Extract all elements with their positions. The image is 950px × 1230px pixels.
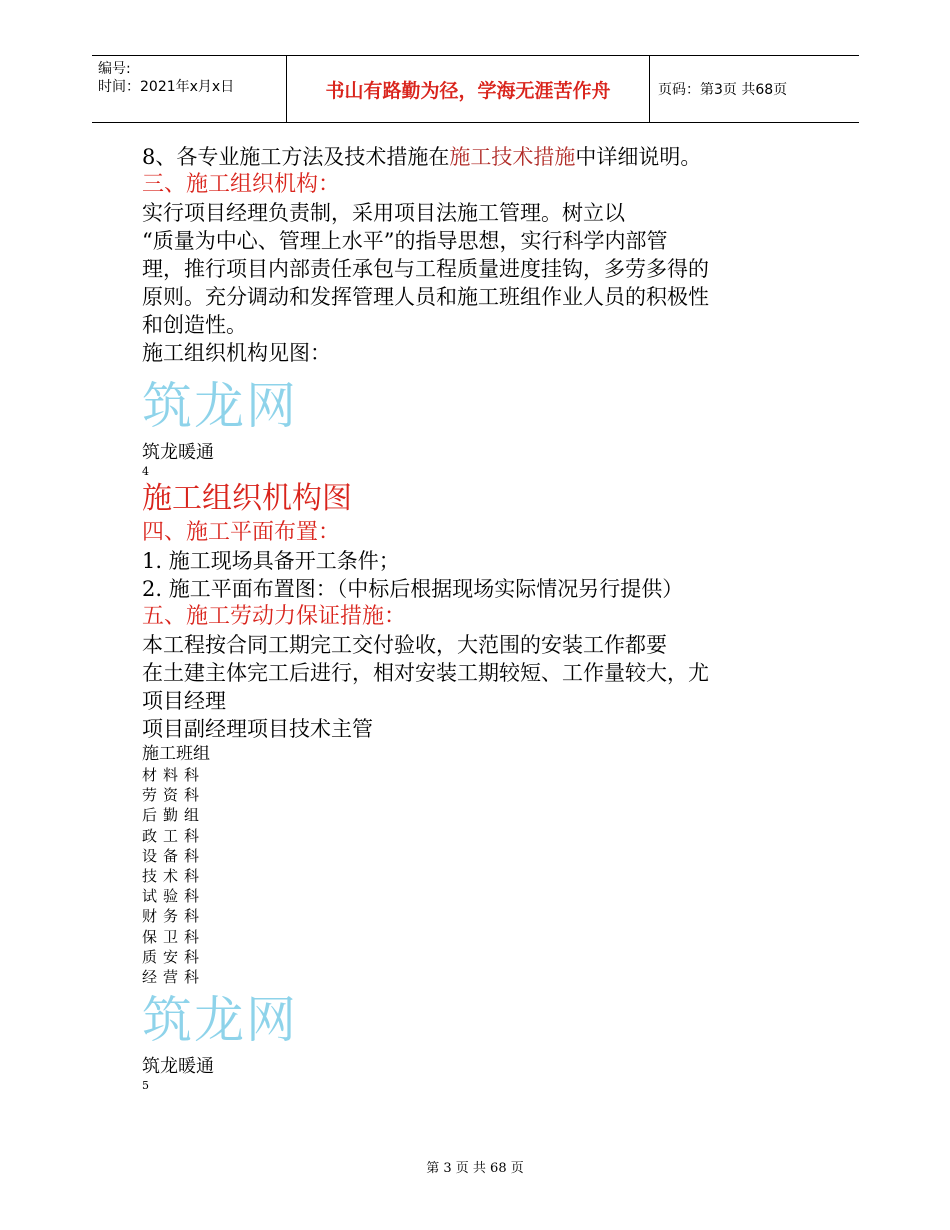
watermark-logo: 筑龙网 bbox=[142, 377, 298, 435]
watermark-logo: 筑龙网 bbox=[142, 991, 298, 1050]
department-item: 试验科 bbox=[142, 887, 206, 906]
item-8-link[interactable]: 施工技术措施 bbox=[449, 145, 576, 169]
document-time: 时间：2021年x月x日 bbox=[98, 79, 235, 95]
paragraph-line: 和创造性。 bbox=[142, 313, 247, 337]
department-item: 材料科 bbox=[142, 766, 206, 784]
org-chart-title: 施工组织机构图 bbox=[142, 481, 352, 516]
section-4-item: 2. 施工平面布置图：（中标后根据现场实际情况另行提供） bbox=[142, 577, 684, 601]
page-footer: 第 3 页 共 68 页 bbox=[426, 1161, 524, 1176]
page-header bbox=[92, 55, 859, 123]
department-item: 质安科 bbox=[142, 947, 206, 966]
department-item: 后勤组 bbox=[142, 806, 206, 825]
paragraph-line: 实行项目经理负责制，采用项目法施工管理。树立以 bbox=[142, 201, 625, 225]
section-5-heading: 五、施工劳动力保证措施： bbox=[142, 604, 407, 629]
header-meta bbox=[92, 56, 286, 122]
document-body bbox=[142, 143, 812, 1093]
section-5-line: 本工程按合同工期完工交付验收，大范围的安装工作都要 bbox=[142, 633, 667, 657]
department-item: 财务科 bbox=[142, 907, 206, 926]
department-list bbox=[142, 765, 812, 987]
item-8-text-after: 中详细说明。 bbox=[575, 145, 702, 169]
item-8-text-before: 8、各专业施工方法及技术措施在 bbox=[142, 145, 450, 169]
section-5-line: 项目副经理项目技术主管 bbox=[142, 717, 373, 741]
section-5-line: 在土建主体完工后进行，相对安装工期较短、工作量较大，尤 bbox=[142, 661, 709, 685]
department-item: 技术科 bbox=[142, 867, 206, 886]
page-marker: 5 bbox=[142, 1079, 149, 1093]
team-label: 施工班组 bbox=[142, 744, 210, 764]
paragraph-line: 原则。充分调动和发挥管理人员和施工班组作业人员的积极性 bbox=[142, 285, 709, 309]
brand-label: 筑龙暖通 bbox=[142, 442, 214, 463]
department-item: 劳资科 bbox=[142, 786, 206, 805]
brand-label: 筑龙暖通 bbox=[142, 1056, 214, 1078]
section-3-heading: 三、施工组织机构： bbox=[142, 172, 341, 197]
department-item: 设备科 bbox=[142, 846, 206, 865]
section-4-item: 1. 施工现场具备开工条件； bbox=[142, 549, 400, 573]
document-number-label: 编号: bbox=[98, 61, 131, 77]
header-motto: 书山有路勤为径，学海无涯苦作舟 bbox=[286, 56, 650, 122]
item-8 bbox=[142, 143, 812, 171]
section-3-paragraph bbox=[142, 199, 812, 367]
department-item: 政工科 bbox=[142, 826, 206, 845]
paragraph-line: 理，推行项目内部责任承包与工程质量进度挂钩，多劳多得的 bbox=[142, 257, 709, 281]
section-4-heading: 四、施工平面布置： bbox=[142, 520, 341, 545]
header-page-info: 页码：第3页 共68页 bbox=[658, 82, 788, 98]
page-marker: 4 bbox=[142, 465, 149, 478]
paragraph-line: 施工组织机构见图： bbox=[142, 341, 331, 365]
department-item: 经营科 bbox=[142, 968, 206, 987]
section-5-line: 项目经理 bbox=[142, 689, 226, 713]
department-item: 保卫科 bbox=[142, 927, 206, 946]
paragraph-line: “质量为中心、管理上水平”的指导思想，实行科学内部管 bbox=[142, 229, 668, 253]
